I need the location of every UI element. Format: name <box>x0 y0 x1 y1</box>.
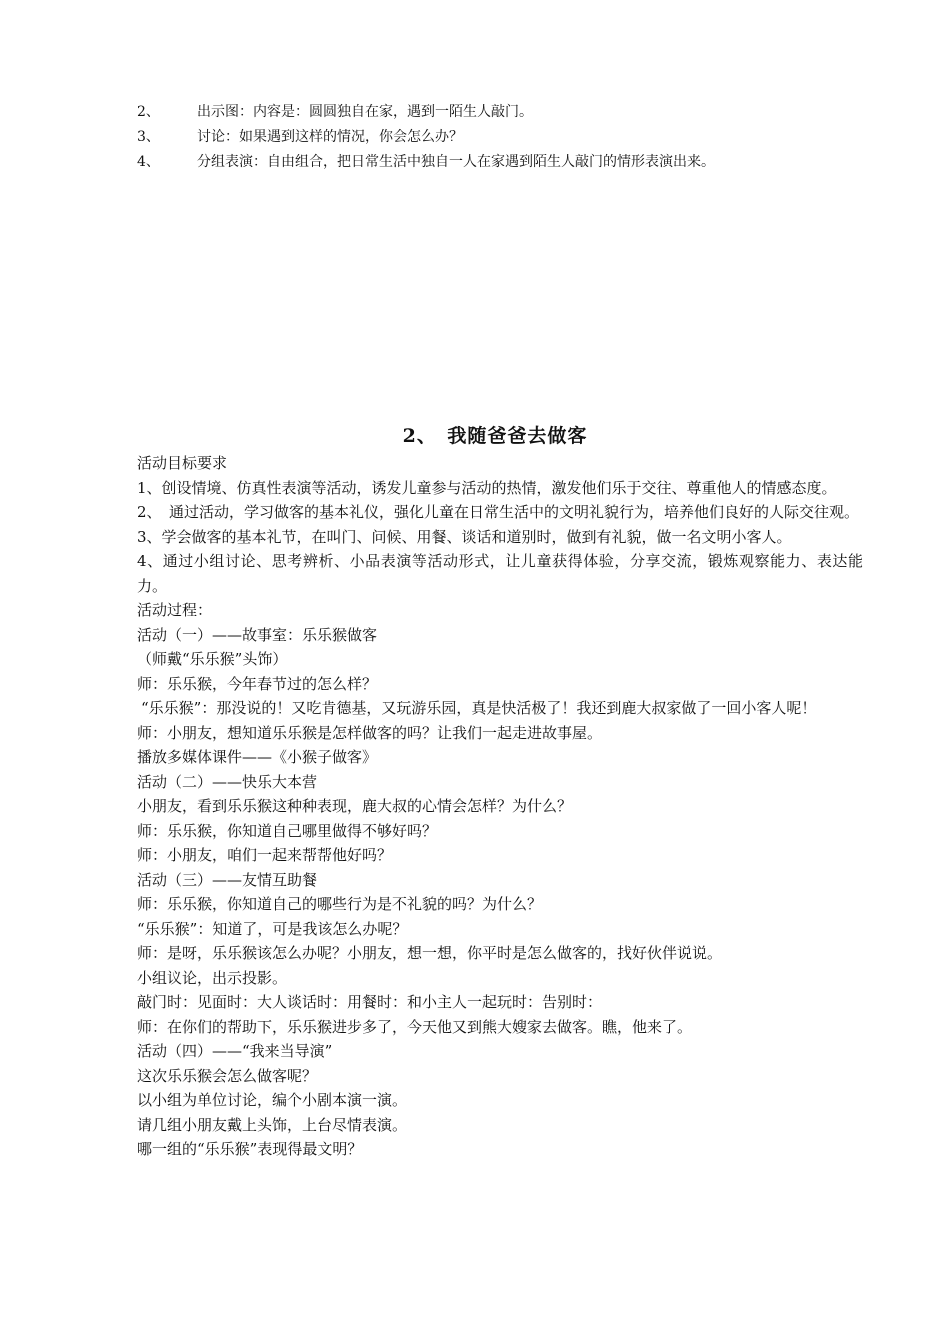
process-line: 活动（一）——故事室：乐乐猴做客 <box>137 625 378 644</box>
process-line: 播放多媒体课件——《小猴子做客》 <box>137 748 378 766</box>
list-item-number: 2、 <box>137 104 160 120</box>
list-item <box>137 125 877 150</box>
goal-item: 2、 通过活动，学习做客的基本礼仪，强化儿童在日常生活中的文明礼貌行为，培养他们良好的人际交往观。 <box>137 503 860 521</box>
process-line: 小朋友，看到乐乐猴这种种表现，鹿大叔的心情会怎样？为什么？ <box>137 797 573 815</box>
process-line: 小组议论，出示投影。 <box>137 968 288 987</box>
process-line: “乐乐猴”：那没说的！又吃肯德基，又玩游乐园，真是快活极了！我还到鹿大叔家做了一回小客人呢！ <box>141 699 817 717</box>
process-heading: 活动过程： <box>137 601 213 619</box>
goal-item: 1、创设情境、仿真性表演等活动，诱发儿童参与活动的热情，激发他们乐于交往、尊重他人的情感态度。 <box>137 478 837 497</box>
process-line: 以小组为单位讨论，编个小剧本演一演。 <box>137 1091 408 1109</box>
document-body <box>137 451 863 1162</box>
process-line: 师：乐乐猴，你知道自己的哪些行为是不礼貌的吗？为什么？ <box>137 895 543 913</box>
list-item-number: 4、 <box>137 154 160 170</box>
process-line: 师：乐乐猴，你知道自己哪里做得不够好吗？ <box>137 821 438 840</box>
process-line: “乐乐猴”：知道了，可是我该怎么办呢？ <box>137 919 408 938</box>
list-item-text: 讨论：如果遇到这样的情况，你会怎么办？ <box>197 129 463 145</box>
process-line: 活动（四）——“我来当导演” <box>137 1042 333 1060</box>
process-line: 师：乐乐猴，今年春节过的怎么样？ <box>137 674 378 693</box>
goal-item: 4、通过小组讨论、思考辨析、小品表演等活动形式，让儿童获得体验，分享交流，锻炼观察能力、表达能力。 <box>137 552 863 595</box>
process-line: 敲门时：见面时：大人谈话时：用餐时：和小主人一起玩时：告别时： <box>137 993 603 1011</box>
process-line: 师：是呀，乐乐猴该怎么办呢？小朋友，想一想，你平时是怎么做客的，找好伙伴说说。 <box>137 944 723 962</box>
process-line: 这次乐乐猴会怎么做客呢？ <box>137 1066 318 1085</box>
process-line: 师：在你们的帮助下，乐乐猴进步多了，今天他又到熊大嫂家去做客。瞧，他来了。 <box>137 1017 693 1036</box>
list-item-text: 出示图：内容是：圆圆独自在家，遇到一陌生人敲门。 <box>197 104 533 120</box>
process-line: 哪一组的“乐乐猴”表现得最文明？ <box>137 1140 363 1158</box>
list-item-text: 分组表演：自由组合，把日常生活中独自一人在家遇到陌生人敲门的情形表演出来。 <box>197 154 715 170</box>
process-line: 活动（二）——快乐大本营 <box>137 772 318 791</box>
process-line: 活动（三）——友情互助餐 <box>137 870 318 889</box>
list-item-number: 3、 <box>137 129 160 145</box>
process-line: 师：小朋友，想知道乐乐猴是怎样做客的吗？让我们一起走进故事屋。 <box>137 723 603 742</box>
top-numbered-list <box>137 100 877 175</box>
process-line: 师：小朋友，咱们一起来帮帮他好吗？ <box>137 846 393 864</box>
goals-heading: 活动目标要求 <box>137 454 228 472</box>
process-line: 请几组小朋友戴上头饰，上台尽情表演。 <box>137 1115 408 1134</box>
list-item <box>137 100 877 125</box>
goal-item: 3、学会做客的基本礼节，在叫门、问候、用餐、谈话和道别时，做到有礼貌，做一名文明小客人。 <box>137 527 792 546</box>
process-line: （师戴“乐乐猴”头饰） <box>137 650 288 668</box>
list-item <box>137 150 877 175</box>
section-title: 2、 我随爸爸去做客 <box>402 425 588 447</box>
